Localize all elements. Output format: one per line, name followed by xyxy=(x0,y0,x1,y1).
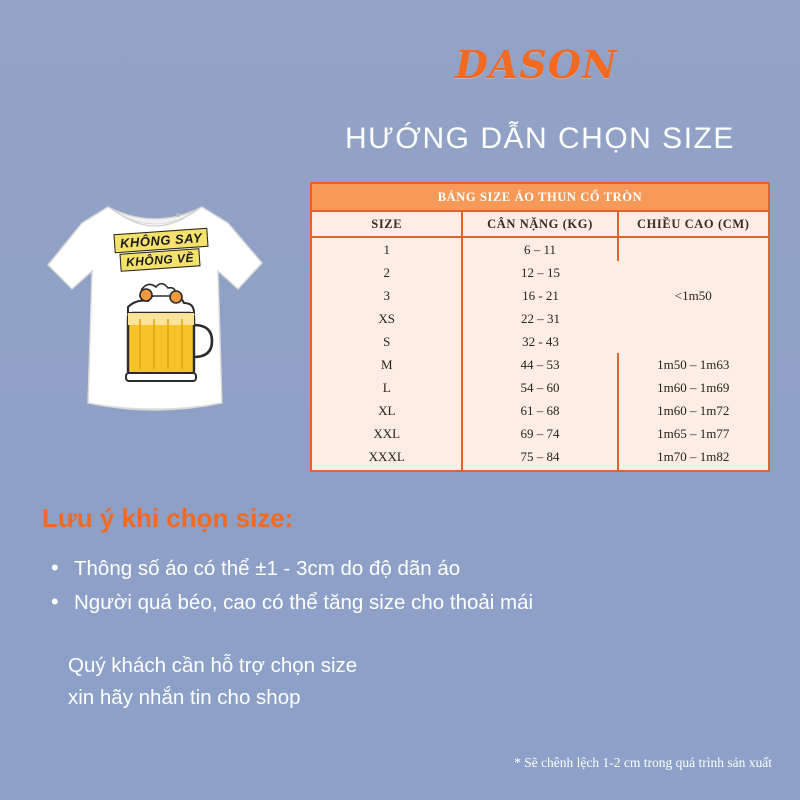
cell-size: XXL xyxy=(312,422,462,445)
beer-mug-icon xyxy=(102,273,222,393)
cell-size: 3 xyxy=(312,284,462,307)
cell-weight: 61 – 68 xyxy=(462,399,617,422)
column-header-size: SIZE xyxy=(312,212,462,237)
tee-graphic-text-line2: KHÔNG VỀ xyxy=(119,248,200,272)
cell-weight: 54 – 60 xyxy=(462,376,617,399)
cell-weight: 12 – 15 xyxy=(520,264,560,280)
cell-weight: 32 - 43 xyxy=(522,333,559,349)
cell-size: 2 xyxy=(312,261,462,284)
cell-weight: 75 – 84 xyxy=(462,445,617,470)
tshirt-product-image xyxy=(30,185,280,445)
cell-size: S xyxy=(312,330,462,353)
notes-title: Lưu ý khi chọn size: xyxy=(42,503,294,533)
cell-size: 1 xyxy=(312,237,462,261)
cell-size: L xyxy=(312,376,462,399)
tee-graphic-text-line1: KHÔNG SAY xyxy=(113,228,208,254)
table-row xyxy=(312,422,768,445)
support-line-2: xin hãy nhắn tin cho shop xyxy=(68,686,301,709)
table-row xyxy=(312,237,768,261)
cell-height: 1m70 – 1m82 xyxy=(657,448,730,464)
size-table-title: BẢNG SIZE ÁO THUN CỔ TRÒN xyxy=(312,184,768,212)
cell-weight: 6 – 11 xyxy=(462,237,617,261)
table-row xyxy=(312,353,768,376)
support-line-1: Quý khách cần hỗ trợ chọn size xyxy=(68,654,358,677)
list-item: • Người quá béo, cao có thể tăng size cho thoải mái xyxy=(46,586,766,620)
column-header-height: CHIỀU CAO (CM) xyxy=(618,212,769,237)
cell-weight: 69 – 74 xyxy=(462,422,617,445)
cell-size: XS xyxy=(312,307,462,330)
column-header-weight: CÂN NẶNG (KG) xyxy=(462,212,617,237)
cell-height: 1m50 – 1m63 xyxy=(657,356,730,372)
list-item: • Thông số áo có thể ±1 - 3cm do độ dãn áo xyxy=(46,552,766,586)
cell-size: XXXL xyxy=(312,445,462,470)
cell-size: M xyxy=(312,353,462,376)
brand-logo: DASON xyxy=(455,42,618,87)
cell-height: 1m60 – 1m72 xyxy=(657,402,730,418)
page-title: HƯỚNG DẪN CHỌN SIZE xyxy=(345,122,735,155)
table-row xyxy=(312,399,768,422)
footnote: * Sẽ chênh lệch 1-2 cm trong quá trình sản xuất xyxy=(514,755,772,770)
cell-size: XL xyxy=(312,399,462,422)
cell-weight: 44 – 53 xyxy=(462,353,617,376)
cell-height-group-small: <1m50 xyxy=(674,287,712,303)
notes-list xyxy=(46,552,766,620)
cell-height: 1m60 – 1m69 xyxy=(657,379,730,395)
cell-weight: 22 – 31 xyxy=(520,310,560,326)
size-table xyxy=(310,182,770,472)
table-row xyxy=(312,376,768,399)
table-row xyxy=(312,445,768,470)
cell-weight: 16 - 21 xyxy=(522,287,559,303)
cell-height: 1m65 – 1m77 xyxy=(657,425,730,441)
support-message xyxy=(68,650,357,714)
table-header-row xyxy=(312,212,768,237)
